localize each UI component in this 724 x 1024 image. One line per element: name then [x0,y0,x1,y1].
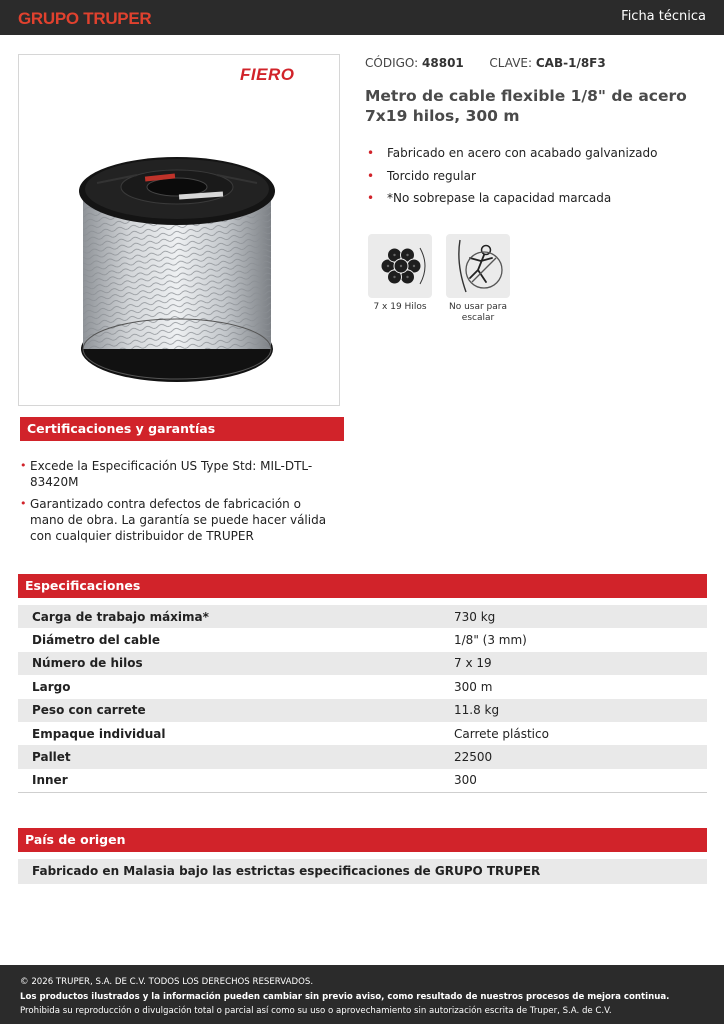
key-value: CAB-1/8F3 [535,56,606,70]
code-value: 48801 [422,56,464,70]
spec-label: Peso con carrete [18,699,440,722]
footer-prohibition: Prohibida su reproducción o divulgación total o parcial así como su uso o aprovechamiento sin autorización escrita de Truper, S.A. de C.V. [20,1006,612,1016]
table-row [18,628,707,651]
specifications-heading: Especificaciones [18,574,707,598]
specifications-table [18,605,707,792]
table-row [18,722,707,745]
spec-value: 11.8 kg [440,699,707,722]
spec-label: Pallet [18,745,440,768]
product-title: Metro de cable flexible 1/8" de acero 7x19 hilos, 300 m [365,87,687,125]
table-divider [18,792,707,793]
no-climbing-icon [446,234,510,298]
cable-spool-image [77,153,277,393]
icon-caption: No usar para escalar [448,302,507,323]
origin-text: Fabricado en Malasia bajo las estrictas especificaciones de GRUPO TRUPER [18,859,707,884]
table-row [18,699,707,722]
table-row [18,675,707,698]
spec-label: Empaque individual [32,726,166,741]
feature-item: • *No sobrepase la capacidad marcada [365,191,657,205]
certification-item: • Garantizado contra defectos de fabricación o mano de obra. La garantía se puede hacer válida con cualquier distribuidor de TRUPER [20,496,338,544]
certification-item: • Excede la Especificación US Type Std: MIL-DTL-83420M [20,458,338,490]
document-type: Ficha técnica [621,9,706,24]
key-label: CLAVE: [489,56,533,70]
footer-copyright: © 2026 TRUPER, S.A. DE C.V. TODOS LOS DERECHOS RESERVADOS. [20,977,314,987]
table-row [18,769,707,792]
spec-value: 300 [454,773,477,788]
certifications-list [20,458,338,550]
feature-list [365,146,657,214]
spec-label: Número de hilos [18,652,440,675]
icon-caption: 7 x 19 Hilos [373,302,427,312]
spec-value: 730 kg [440,605,707,628]
cable-strands-icon [368,234,432,298]
fiero-logo: FIERO [240,65,295,84]
spec-label: Diámetro del cable [32,633,160,648]
feature-item: • Fabricado en acero con acabado galvanizado [365,146,657,160]
brand-logo[interactable]: GRUPO TRUPER [18,9,152,28]
table-row [18,605,707,628]
footer [0,965,724,1024]
spec-label: Carga de trabajo máxima* [18,605,440,628]
product-image-frame [18,54,340,406]
spec-value: Carrete plástico [454,726,549,741]
origin-heading: País de origen [18,828,707,852]
spec-value: 22500 [440,745,707,768]
spec-label: Largo [32,679,71,694]
spec-value: 300 m [454,679,493,694]
footer-notice: Los productos ilustrados y la información pueden cambiar sin previo aviso, como resultado de nuestros procesos de mejora continua. [20,991,670,1002]
feature-item: • Torcido regular [365,169,657,183]
code-label: CÓDIGO: [365,56,419,70]
certifications-heading: Certificaciones y garantías [20,417,344,441]
spec-value: 1/8" (3 mm) [454,633,527,648]
spec-value: 7 x 19 [440,652,707,675]
product-codes [365,56,606,70]
table-row [18,652,707,675]
top-bar [0,0,724,35]
spec-label: Inner [32,773,68,788]
table-row [18,745,707,768]
